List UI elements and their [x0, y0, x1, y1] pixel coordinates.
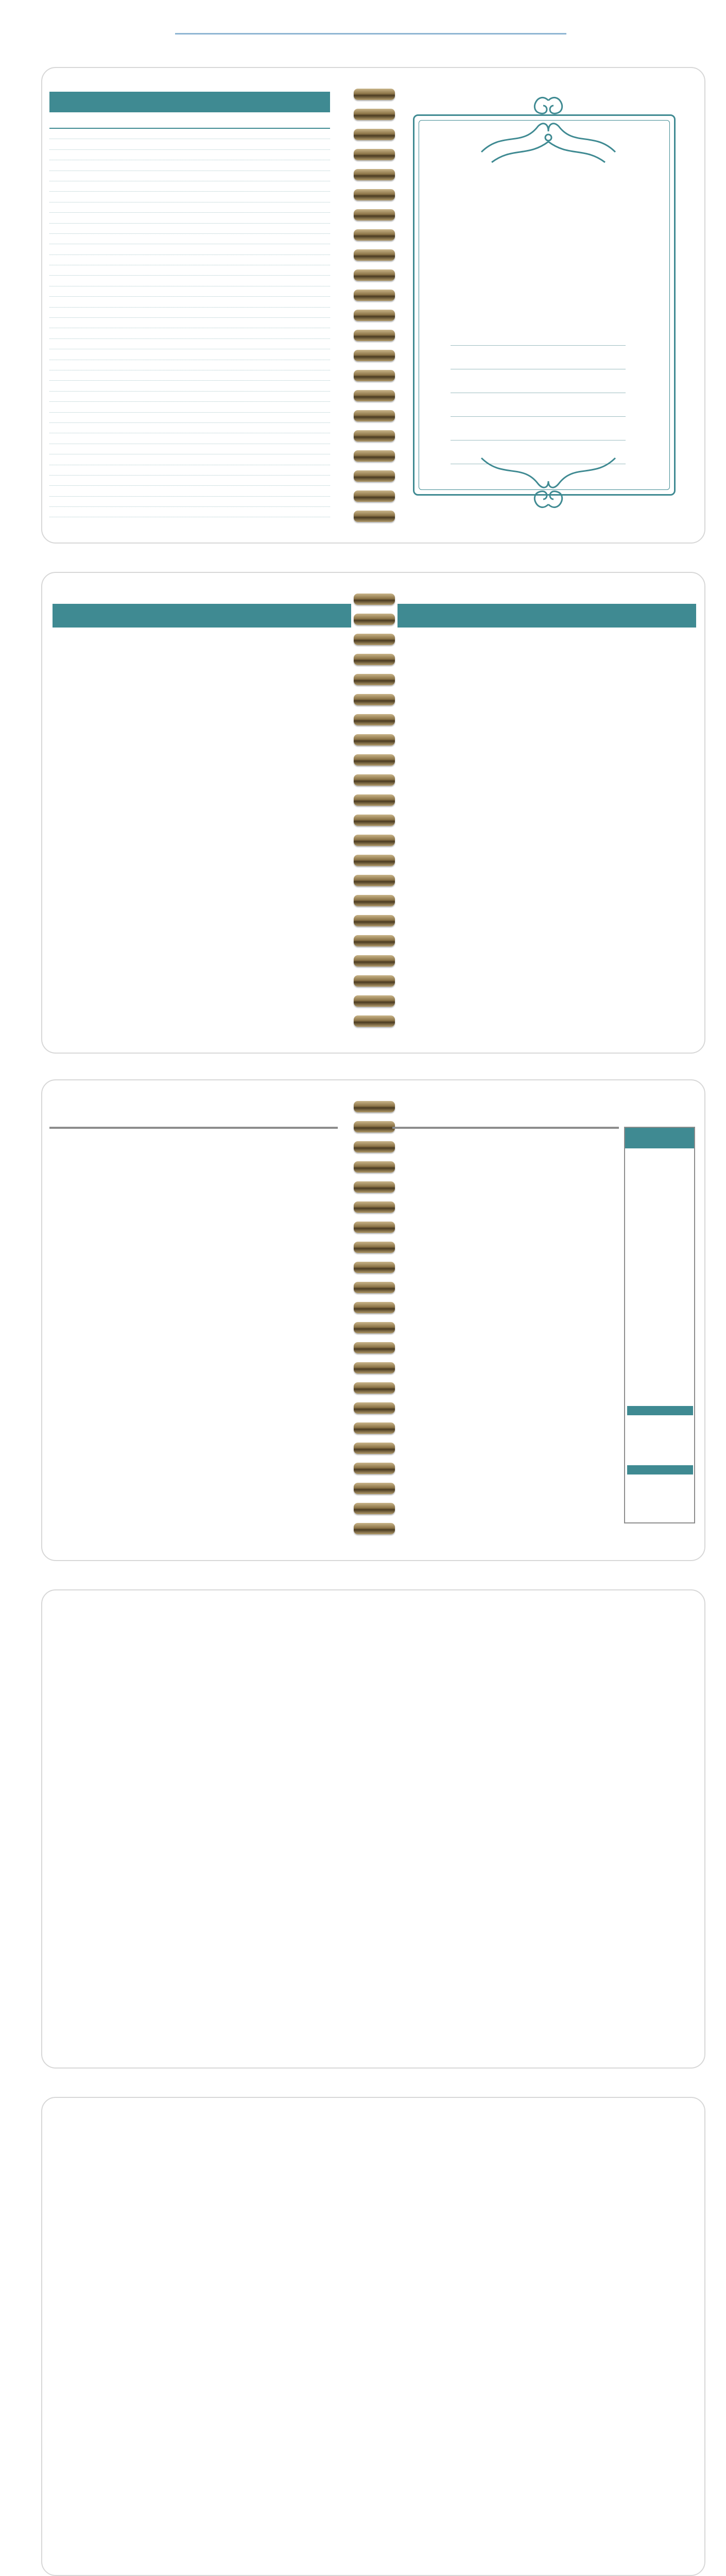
- holiday-cell: [49, 129, 176, 139]
- holiday-cell: [279, 402, 330, 412]
- mini-cal-label: [627, 1406, 693, 1415]
- holiday-cell: [176, 413, 227, 422]
- holiday-cell: [227, 413, 279, 422]
- holiday-cell: [49, 276, 176, 285]
- holiday-row: [49, 234, 330, 244]
- holiday-cell: [279, 370, 330, 380]
- holiday-cell: [227, 265, 279, 275]
- holiday-row: [49, 139, 330, 149]
- spread-holidays-cover: [41, 67, 705, 544]
- holiday-row: [49, 192, 330, 202]
- holiday-cell: [49, 392, 176, 401]
- holiday-cell: [279, 234, 330, 244]
- holiday-cell: [49, 360, 176, 370]
- holiday-cell: [279, 454, 330, 464]
- holiday-cell: [227, 192, 279, 201]
- holiday-cell: [227, 213, 279, 223]
- holiday-cell: [49, 213, 176, 223]
- holidays-col-2024: [176, 112, 227, 128]
- holiday-cell: [49, 413, 176, 422]
- holiday-cell: [176, 328, 227, 338]
- holiday-cell: [49, 433, 176, 443]
- holiday-cell: [49, 265, 176, 275]
- holiday-cell: [176, 192, 227, 201]
- holiday-cell: [279, 224, 330, 233]
- field-mobile[interactable]: [451, 398, 626, 417]
- holiday-row: [49, 286, 330, 297]
- holiday-cell: [49, 192, 176, 201]
- holiday-cell: [279, 150, 330, 160]
- holiday-cell: [279, 160, 330, 170]
- holiday-row: [49, 486, 330, 496]
- holidays-page: [42, 68, 367, 543]
- holiday-cell: [176, 181, 227, 191]
- notes-big-number: [625, 1148, 694, 1210]
- holiday-cell: [227, 349, 279, 359]
- holiday-row: [49, 297, 330, 307]
- holiday-cell: [176, 476, 227, 485]
- yearly-band: [53, 604, 351, 628]
- holidays-header-row: [49, 112, 330, 129]
- holiday-cell: [227, 129, 279, 139]
- holiday-row: [49, 402, 330, 412]
- holiday-cell: [279, 328, 330, 338]
- holiday-cell: [176, 486, 227, 496]
- holiday-cell: [227, 444, 279, 454]
- holiday-cell: [279, 413, 330, 422]
- field-email[interactable]: [451, 422, 626, 440]
- holiday-cell: [176, 370, 227, 380]
- holiday-cell: [49, 444, 176, 454]
- holiday-cell: [176, 402, 227, 412]
- holiday-cell: [227, 454, 279, 464]
- ornament-bottom-icon: [471, 453, 626, 515]
- holiday-cell: [176, 507, 227, 517]
- mini-calendar-december: [627, 1406, 693, 1415]
- holiday-cell: [176, 265, 227, 275]
- holiday-cell: [279, 129, 330, 139]
- holiday-cell: [49, 497, 176, 506]
- ornament-top-icon: [471, 90, 626, 167]
- holiday-cell: [49, 370, 176, 380]
- holiday-row: [49, 244, 330, 255]
- holiday-cell: [176, 297, 227, 307]
- holiday-cell: [227, 224, 279, 233]
- holiday-cell: [227, 392, 279, 401]
- holiday-row: [49, 339, 330, 349]
- holiday-cell: [49, 349, 176, 359]
- holiday-cell: [176, 360, 227, 370]
- holidays-col-2026: [279, 112, 330, 128]
- field-phone[interactable]: [451, 375, 626, 393]
- page-header: [0, 0, 726, 36]
- holiday-cell: [176, 224, 227, 233]
- holiday-cell: [279, 171, 330, 181]
- holiday-cell: [176, 444, 227, 454]
- spread-weekly-3: [41, 2097, 705, 2576]
- holiday-cell: [176, 433, 227, 443]
- holiday-row: [49, 507, 330, 517]
- holiday-cell: [227, 286, 279, 296]
- holiday-cell: [176, 423, 227, 433]
- holiday-cell: [279, 339, 330, 349]
- holiday-cell: [227, 234, 279, 244]
- holiday-cell: [49, 318, 176, 328]
- holiday-cell: [176, 171, 227, 181]
- holiday-row: [49, 318, 330, 328]
- holiday-cell: [227, 360, 279, 370]
- holiday-row: [49, 308, 330, 318]
- holiday-cell: [227, 381, 279, 391]
- holiday-cell: [227, 402, 279, 412]
- spread-monthly: [41, 1079, 705, 1561]
- holiday-row: [49, 476, 330, 486]
- holiday-cell: [279, 486, 330, 496]
- field-name[interactable]: [451, 351, 626, 369]
- holidays-table: [49, 92, 330, 517]
- holiday-cell: [279, 318, 330, 328]
- holiday-cell: [279, 265, 330, 275]
- holiday-row: [49, 423, 330, 433]
- holiday-cell: [227, 476, 279, 485]
- holiday-cell: [49, 286, 176, 296]
- holiday-cell: [279, 244, 330, 254]
- holiday-cell: [176, 244, 227, 254]
- holiday-row: [49, 276, 330, 286]
- holiday-cell: [49, 402, 176, 412]
- holiday-cell: [227, 318, 279, 328]
- holiday-cell: [176, 139, 227, 149]
- holiday-cell: [227, 244, 279, 254]
- holidays-col-profile: [49, 112, 176, 128]
- holiday-cell: [279, 276, 330, 285]
- holiday-cell: [227, 497, 279, 506]
- holiday-row: [49, 381, 330, 391]
- holiday-cell: [49, 381, 176, 391]
- holiday-cell: [176, 286, 227, 296]
- header-divider: [175, 33, 566, 35]
- holiday-cell: [49, 224, 176, 233]
- holiday-cell: [279, 476, 330, 485]
- holiday-cell: [176, 349, 227, 359]
- holiday-cell: [49, 308, 176, 317]
- holiday-cell: [49, 202, 176, 212]
- holiday-cell: [227, 139, 279, 149]
- holiday-row: [49, 213, 330, 223]
- holiday-cell: [49, 476, 176, 485]
- holiday-cell: [176, 213, 227, 223]
- holiday-cell: [227, 465, 279, 475]
- holiday-cell: [227, 328, 279, 338]
- holiday-cell: [176, 160, 227, 170]
- holiday-cell: [49, 160, 176, 170]
- holiday-cell: [227, 171, 279, 181]
- monthly-page-left: [42, 1080, 367, 1560]
- spread-weekly-1: [41, 1589, 705, 2069]
- holiday-row: [49, 454, 330, 465]
- holiday-cell: [49, 465, 176, 475]
- holiday-cell: [49, 150, 176, 160]
- holiday-row: [49, 160, 330, 171]
- holiday-cell: [227, 423, 279, 433]
- holiday-cell: [49, 234, 176, 244]
- holiday-cell: [176, 497, 227, 506]
- cover-page: [382, 68, 706, 543]
- holiday-cell: [49, 181, 176, 191]
- yearly-page-2024: [42, 573, 367, 1053]
- holiday-cell: [227, 433, 279, 443]
- holiday-cell: [279, 349, 330, 359]
- holiday-cell: [227, 486, 279, 496]
- holidays-rows: [49, 129, 330, 517]
- holiday-cell: [279, 213, 330, 223]
- holiday-cell: [227, 160, 279, 170]
- holiday-cell: [49, 255, 176, 265]
- holiday-cell: [279, 423, 330, 433]
- holiday-cell: [49, 339, 176, 349]
- holiday-cell: [279, 433, 330, 443]
- holiday-cell: [49, 507, 176, 517]
- monthly-page-right: [382, 1080, 706, 1560]
- yearly-band: [397, 604, 696, 628]
- holiday-cell: [176, 255, 227, 265]
- month-grid-right: [392, 1127, 619, 1129]
- holiday-cell: [227, 370, 279, 380]
- mini-cal-label: [627, 1465, 693, 1475]
- holiday-cell: [227, 308, 279, 317]
- holiday-cell: [176, 339, 227, 349]
- holidays-col-2025: [227, 112, 279, 128]
- holiday-cell: [279, 181, 330, 191]
- holiday-row: [49, 465, 330, 476]
- holiday-cell: [279, 192, 330, 201]
- holiday-row: [49, 181, 330, 192]
- spread-yearly-overview: [41, 572, 705, 1054]
- holiday-row: [49, 444, 330, 454]
- holiday-cell: [227, 297, 279, 307]
- holiday-cell: [49, 297, 176, 307]
- holiday-cell: [49, 423, 176, 433]
- holiday-row: [49, 150, 330, 160]
- holiday-row: [49, 265, 330, 276]
- holiday-row: [49, 413, 330, 423]
- field-personal-data[interactable]: [451, 327, 626, 346]
- holiday-cell: [279, 392, 330, 401]
- holiday-cell: [227, 150, 279, 160]
- holiday-cell: [176, 454, 227, 464]
- cover-frame: [413, 114, 676, 496]
- holiday-cell: [176, 202, 227, 212]
- holiday-cell: [49, 454, 176, 464]
- holiday-cell: [227, 507, 279, 517]
- holiday-cell: [279, 308, 330, 317]
- holiday-cell: [176, 234, 227, 244]
- holiday-cell: [279, 286, 330, 296]
- holiday-cell: [176, 381, 227, 391]
- holiday-cell: [49, 139, 176, 149]
- holidays-title: [49, 92, 330, 112]
- holiday-row: [49, 349, 330, 360]
- holiday-cell: [176, 318, 227, 328]
- holiday-row: [49, 360, 330, 370]
- holiday-row: [49, 202, 330, 213]
- holiday-row: [49, 497, 330, 507]
- holiday-cell: [176, 129, 227, 139]
- notes-panel: [624, 1127, 695, 1523]
- holiday-row: [49, 392, 330, 402]
- holiday-cell: [279, 139, 330, 149]
- holiday-cell: [227, 276, 279, 285]
- holiday-cell: [227, 181, 279, 191]
- holiday-cell: [49, 171, 176, 181]
- holiday-cell: [279, 444, 330, 454]
- holiday-row: [49, 433, 330, 444]
- holiday-row: [49, 171, 330, 181]
- holiday-cell: [279, 381, 330, 391]
- holiday-cell: [279, 255, 330, 265]
- holiday-row: [49, 255, 330, 265]
- holiday-cell: [176, 392, 227, 401]
- notes-title: [625, 1128, 694, 1148]
- holiday-row: [49, 224, 330, 234]
- holiday-cell: [227, 339, 279, 349]
- holiday-cell: [279, 465, 330, 475]
- holiday-cell: [279, 297, 330, 307]
- holiday-cell: [279, 507, 330, 517]
- holiday-cell: [176, 150, 227, 160]
- holiday-row: [49, 129, 330, 139]
- holiday-cell: [227, 202, 279, 212]
- holiday-cell: [176, 276, 227, 285]
- holiday-cell: [49, 328, 176, 338]
- holiday-cell: [176, 308, 227, 317]
- holiday-cell: [279, 360, 330, 370]
- yearly-page-2025: [382, 573, 706, 1053]
- holiday-cell: [176, 465, 227, 475]
- holiday-cell: [279, 497, 330, 506]
- holiday-row: [49, 370, 330, 381]
- holiday-cell: [49, 244, 176, 254]
- mini-calendar-february: [627, 1465, 693, 1475]
- holiday-row: [49, 328, 330, 338]
- holiday-cell: [227, 255, 279, 265]
- holiday-cell: [279, 202, 330, 212]
- month-grid-left: [49, 1127, 338, 1129]
- holiday-cell: [49, 486, 176, 496]
